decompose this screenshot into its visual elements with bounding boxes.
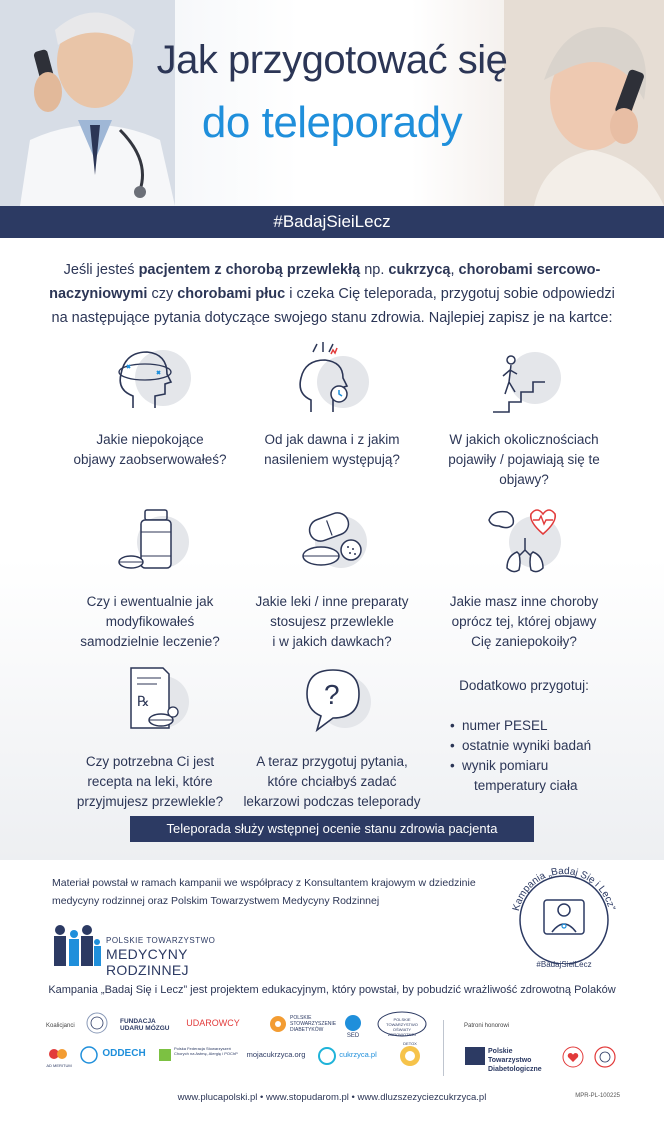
- partner-logo-detox: DETOX: [403, 1041, 417, 1046]
- pill-bottle-icon: [105, 500, 195, 580]
- question-label: [50, 592, 250, 652]
- ptmr-logo: [50, 920, 250, 978]
- question-label: [232, 752, 432, 812]
- question-item: [50, 660, 250, 812]
- partner-logo-udarowcy: UDAROWCY: [186, 1018, 240, 1028]
- partner-logo-sed: SED: [346, 1033, 360, 1039]
- partner-seal-icon: [86, 1012, 108, 1034]
- question-line: objawy zaobserwowałeś?: [73, 452, 227, 467]
- intro-bold: chorobami płuc: [177, 286, 286, 302]
- question-line: A teraz przygotuj pytania,: [256, 754, 408, 769]
- hashtag-band: #BadajSieiLecz: [0, 206, 664, 238]
- question-line: Cię zaniepokoiły?: [471, 634, 577, 649]
- content-area: [0, 238, 664, 878]
- campaign-badge: [504, 864, 624, 984]
- partner-logo-cukrzyca: cukrzyca.pl: [339, 1050, 377, 1059]
- question-item: [232, 500, 432, 652]
- oddech-lungs-icon: [80, 1046, 98, 1064]
- partner-logo-fundacja: FUNDACJA UDARU MÓZGU: [120, 1018, 170, 1032]
- question-label: [232, 592, 432, 652]
- question-item: [232, 338, 432, 470]
- badge-hashtag: #BadajSieiLecz: [536, 960, 592, 969]
- intro-text: Jeśli jesteś: [63, 262, 139, 278]
- partner-logo-ptoz: POLSKIE TOWARZYSTWO OŚWIATY ZDROWOTNEJ: [386, 1017, 418, 1037]
- partner-logo-mojacukrzyca: mojacukrzyca.org: [246, 1050, 306, 1059]
- partner-logo-admeritum: AD MERITUM: [46, 1063, 72, 1068]
- question-line: Jakie masz inne choroby: [449, 594, 599, 609]
- question-line: lekarzowi podczas teleporady: [243, 794, 421, 809]
- federation-icon: [158, 1048, 172, 1062]
- question-line: samodzielnie leczenie?: [80, 634, 220, 649]
- ptd-logo-icon: [464, 1046, 486, 1066]
- question-line: oprócz tej, której objawy: [451, 614, 597, 629]
- psd-flower-icon: [268, 1014, 288, 1034]
- pills-icon: [287, 500, 377, 580]
- partners-divider: [443, 1020, 444, 1076]
- question-label: [232, 430, 432, 470]
- intro-bold: chorobami sercowo-naczyniowymi: [49, 262, 601, 302]
- additional-prep-heading: Dodatkowo przygotuj:: [459, 678, 589, 693]
- question-bubble-icon: [287, 660, 377, 740]
- question-item: [424, 500, 624, 652]
- footer: [0, 860, 664, 1121]
- intro-bold: cukrzycą: [388, 262, 451, 278]
- question-line: modyfikowałeś: [105, 614, 195, 629]
- page-title-line1: Jak przygotować się: [156, 38, 508, 82]
- intro-text: i czeka Cię teleporada, przygotuj sobie odpowiedzi na następujące pytania dotyczące swojego stanu zdrowia. Najlepiej zapisz je na kartce:: [51, 286, 615, 326]
- additional-prep-items: [424, 716, 624, 796]
- sed-logo-icon: [344, 1014, 362, 1032]
- svg-text:?: ?: [324, 679, 340, 710]
- partner-logo-ptd: Polskie Towarzystwo Diabetologiczne: [488, 1048, 542, 1073]
- cukrzyca-logo-icon: [318, 1047, 336, 1065]
- material-note: [52, 874, 482, 910]
- additional-prep-list: [424, 676, 624, 796]
- intro-paragraph: [40, 258, 624, 330]
- question-label: [424, 592, 624, 652]
- question-line: przyjmujesz przewlekle?: [76, 794, 224, 809]
- list-item-text: wynik pomiaru: [462, 758, 549, 773]
- patrons-label: Patroni honorowi: [464, 1023, 510, 1029]
- question-line: Czy potrzebna Ci jest: [85, 754, 215, 769]
- question-line: Czy i ewentualnie jak: [86, 594, 214, 609]
- patron-seal-icon: [594, 1046, 616, 1068]
- head-symptoms-icon: [105, 338, 195, 418]
- question-item: [50, 500, 250, 652]
- material-line: medycyny rodzinnej oraz Polskim Towarzystwem Medycyny Rodzinnej: [52, 895, 380, 907]
- question-label: [50, 752, 250, 812]
- list-item-text: numer PESEL: [462, 718, 548, 733]
- partner-logo-federacja: Polska Federacja Stowarzyszeń Chorych na Astmę, Alergię i POChP: [174, 1046, 238, 1056]
- list-item-text: ostatnie wyniki badań: [462, 738, 592, 753]
- question-line: recepta na leki, które: [87, 774, 213, 789]
- intro-bold: pacjentem z chorobą przewlekłą: [138, 262, 361, 278]
- question-line: Od jak dawna i z jakim: [264, 432, 400, 447]
- intro-text: ,: [450, 262, 459, 278]
- website-links: www.plucapolski.pl • www.stopudarom.pl • www.dluzszezyciezcukrzyca.pl: [177, 1092, 487, 1103]
- campaign-badge-icon: [504, 864, 624, 964]
- heart-patron-icon: [562, 1046, 584, 1068]
- material-line: Materiał powstał w ramach kampanii we współpracy z Konsultantem krajowym w dziedzinie: [52, 877, 476, 889]
- family-logo-icon: [50, 922, 102, 970]
- intro-text: czy: [147, 286, 178, 302]
- ad-meritum-icon: [48, 1046, 68, 1062]
- question-item: [424, 338, 624, 490]
- partner-logo-oddech: ODDECH: [102, 1048, 146, 1059]
- question-line: stosujesz przewlekle: [270, 614, 394, 629]
- head-timer-icon: [287, 338, 377, 418]
- question-line: Jakie niepokojące: [96, 432, 204, 447]
- hero-banner: [0, 0, 664, 206]
- document-code: MPR-PL-100225: [575, 1093, 620, 1099]
- question-line: W jakich okolicznościach: [449, 432, 599, 447]
- list-item-text: temperatury ciała: [474, 778, 578, 793]
- question-label: [50, 430, 250, 470]
- badge-ring-text: Kampania „Badaj Się i Lecz”: [510, 865, 617, 913]
- question-line: które chciałbyś zadać: [267, 774, 397, 789]
- question-line: Jakie leki / inne preparaty: [255, 594, 409, 609]
- list-item: [450, 716, 624, 736]
- stairs-climbing-icon: [479, 338, 569, 418]
- intro-text: np.: [360, 262, 389, 278]
- list-item: [450, 756, 624, 796]
- campaign-description: Kampania „Badaj Się i Lecz” jest projektem edukacyjnym, który powstał, by pobudzić wrażliwość zdrowotną Polaków: [48, 984, 616, 996]
- prescription-icon: [105, 660, 195, 740]
- ptmr-logo-line1: POLSKIE TOWARZYSTWO: [106, 936, 216, 945]
- question-line: i w jakich dawkach?: [272, 634, 392, 649]
- svg-text:℞: ℞: [137, 693, 150, 709]
- info-band: Teleporada służy wstępnej ocenie stanu zdrowia pacjenta: [130, 816, 534, 842]
- page-title-line2: do teleporady: [201, 98, 463, 147]
- question-item: [232, 660, 432, 812]
- detox-wheel-icon: [398, 1044, 422, 1068]
- partners-label: Koalicjanci: [46, 1023, 75, 1029]
- partner-logo-psd: POLSKIE STOWARZYSZENIE DIABETYKÓW: [290, 1015, 337, 1033]
- organs-icon: [479, 500, 569, 580]
- list-item: [450, 736, 624, 756]
- question-label: [424, 430, 624, 490]
- question-line: nasileniem występują?: [264, 452, 400, 467]
- ptmr-logo-line2: MEDYCYNY RODZINNEJ: [106, 946, 189, 978]
- question-item: [50, 338, 250, 470]
- question-line: pojawiły / pojawiają się te objawy?: [448, 452, 600, 487]
